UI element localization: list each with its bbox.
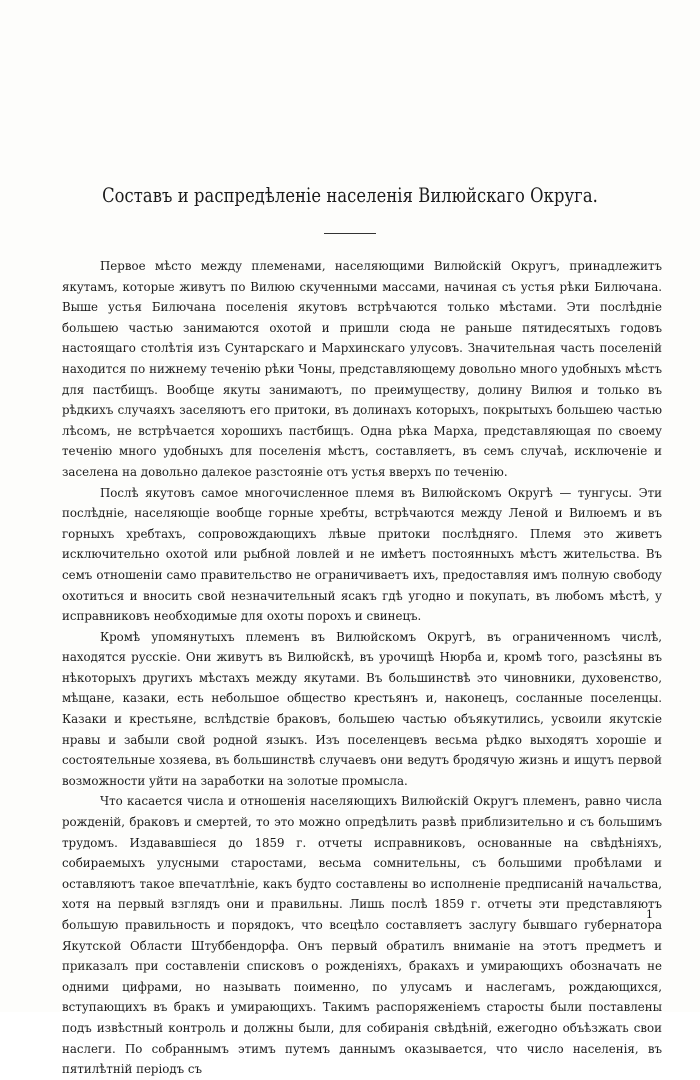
page-title: Составъ и распредѣленіе населенія Вилюйскаго Округа. bbox=[102, 184, 598, 207]
body-text bbox=[62, 256, 662, 1080]
paragraph-population-records: Что касается числа и отношенія населяющихъ Вилюйскій Округъ племенъ, равно числа рожденій, браковъ и смертей, то это можно опредѣлить развѣ приблизительно и съ большимъ трудомъ. Издававшіеся до 1859 г. отчеты исправниковъ, основанные на свѣдѣніяхъ, собираемыхъ улусными старостами, весьма сомнительны, съ большими пробѣлами и оставляютъ такое впечатлѣніе, какъ будто составлены во исполненіе предписаній начальства, хотя на первый взглядъ они и правильны. Лишь послѣ 1859 г. отчеты эти представляютъ большую правильность и порядокъ, что всецѣло составляетъ заслугу бывшаго губернатора Якутской Области Штуббендорфа. Онъ первый обратилъ вниманіе на этотъ предметъ и приказалъ при составленіи списковъ о рожденіяхъ, бракахъ и умирающихъ обозначать не одними цифрами, но называть поименно, по улусамъ и наслегамъ, рождающихся, вступающихъ въ бракъ и умирающихъ. Такимъ распоряженіемъ старосты были поставлены подъ извѣстный контроль и должны были, для собиранія свѣдѣній, ежегодно объѣзжать свои наслеги. По собраннымъ этимъ путемъ даннымъ оказывается, что число населенія, въ пятилѣтній періодъ съ bbox=[62, 794, 662, 1077]
title-divider bbox=[324, 233, 376, 234]
page-number: 1 bbox=[646, 908, 653, 921]
paragraph-yakuts: Первое мѣсто между племенами, населяющими Вилюйскій Округъ, принадлежитъ якутамъ, которые живутъ по Вилюю скученными массами, начиная съ устья рѣки Билючана. Выше устья Билючана поселенія якутовъ встрѣчаются только мѣстами. Эти послѣдніе большею частью занимаются охотой и пришли сюда не раньше пятидесятыхъ годовъ настоящаго столѣтія изъ Сунтарскаго и Мархинскаго улусовъ. Значительная часть поселеній находится по нижнему теченію рѣки Чоны, представляющему довольно много удобныхъ мѣстъ для пастбищъ. Вообще якуты занимаютъ, по преимуществу, долину Вилюя и только въ рѣдкихъ случаяхъ заселяютъ его притоки, въ долинахъ которыхъ, покрытыхъ большею частью лѣсомъ, не встрѣчается хорошихъ пастбищъ. Одна рѣка Марха, представляющая по своему теченію много удобныхъ для поселенія мѣстъ, составляетъ, въ семъ случаѣ, исключеніе и заселена на довольно далекое разстояніе отъ устья вверхъ по теченію. bbox=[62, 259, 662, 479]
paragraph-tungus: Послѣ якутовъ самое многочисленное племя въ Вилюйскомъ Округѣ — тунгусы. Эти послѣдніе, населяющіе вообще горные хребты, встрѣчаются между Леной и Вилюемъ и въ горныхъ хребтахъ, сопровождающихъ лѣвые притоки послѣдняго. Племя это живетъ исключительно охотой или рыбной ловлей и не имѣетъ постоянныхъ мѣстъ жительства. Въ семъ отношеніи само правительство не ограничиваетъ ихъ, предоставляя имъ полную свободу охотиться и вносить свой незначительный ясакъ гдѣ угодно и покупать, въ любомъ мѣстѣ, у исправниковъ необходимые для охоты порохъ и свинецъ. bbox=[62, 485, 662, 624]
paragraph-russians: Кромѣ упомянутыхъ племенъ въ Вилюйскомъ Округѣ, въ ограниченномъ числѣ, находятся русскіе. Они живутъ въ Вилюйскѣ, въ урочищѣ Нюрба и, кромѣ того, разсѣяны въ нѣкоторыхъ другихъ мѣстахъ между якутами. Въ большинствѣ это чиновники, духовенство, мѣщане, казаки, есть небольшое общество крестьянъ и, наконецъ, сосланные поселенцы. Казаки и крестьяне, вслѣдствіе браковъ, большею частью объякутились, усвоили якутскіе нравы и забыли свой родной языкъ. Изъ поселенцевъ весьма рѣдко выходятъ хорошіе и состоятельные хозяева, въ большинствѣ случаевъ они ведутъ бродячую жизнь и ищутъ первой возможности уйти на заработки на золотые промысла. bbox=[62, 629, 662, 788]
